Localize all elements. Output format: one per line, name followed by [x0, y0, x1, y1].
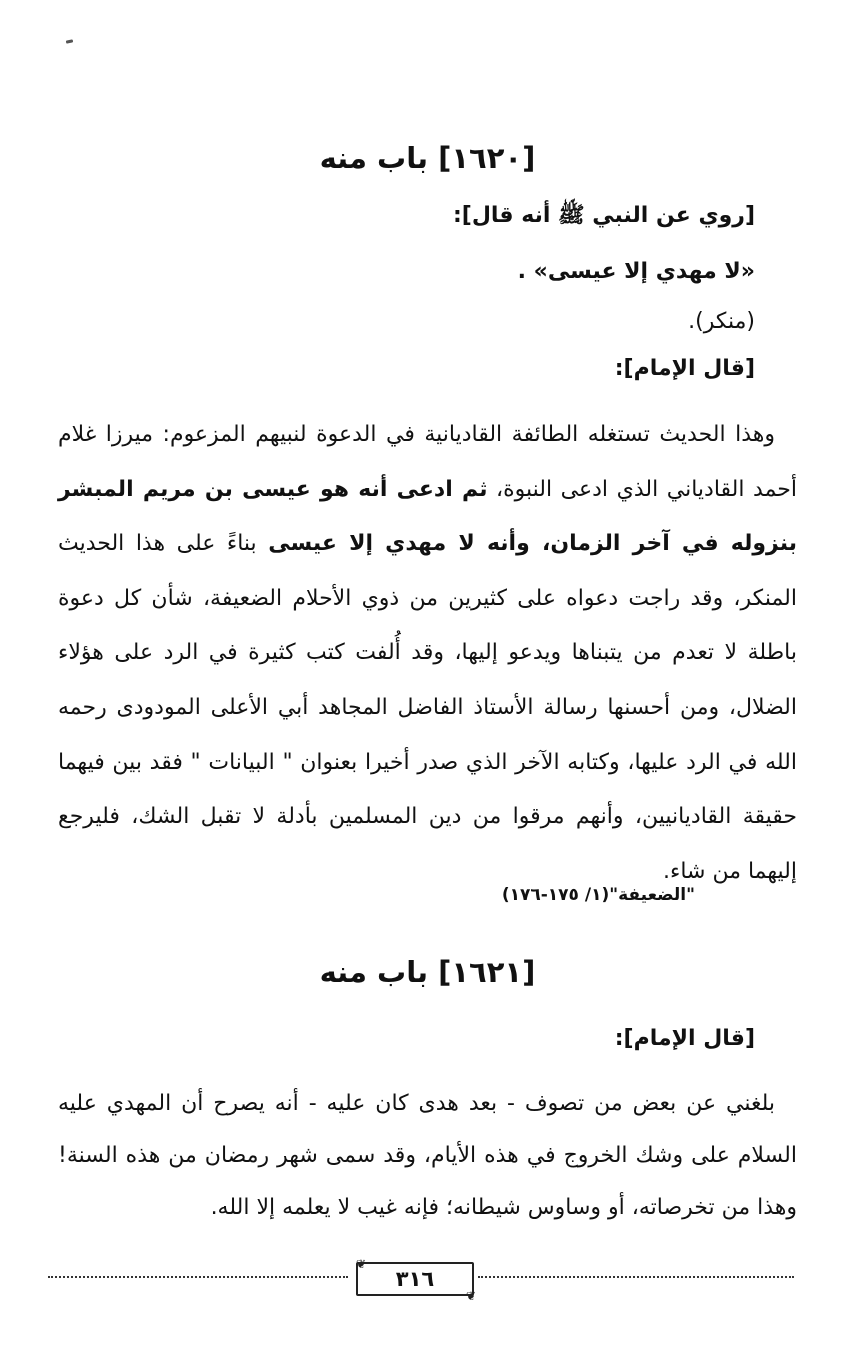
footer-rule-right	[478, 1276, 794, 1278]
commentary-text-2: بلغني عن بعض من تصوف - بعد هدى كان عليه - أنه يصرح أن المهدي عليه السلام على وشك الخروج في هذه الأيام، وقد سمى شهر رمضان من هذه السنة! وهذا من تخرصاته، أو وساوس شيطانه؛ فإنه غيب لا يعلمه إلا الله.	[58, 1091, 797, 1220]
commentary-text-start: وهذا الحديث تستغله الطائفة القاديانية في الدعوة لنبيهم المزعوم: ميرزا غلام أحمد القادياني الذي ادعى النبوة،	[58, 422, 797, 502]
section-title-1621: [١٦٢١] باب منه	[319, 955, 536, 989]
commentary-paragraph-1	[58, 408, 797, 899]
stray-ink-mark	[66, 39, 73, 43]
hadith-text: «لا مهدي إلا عيسى» .	[517, 259, 755, 284]
imam-heading-2: [قال الإمام]:	[614, 1026, 755, 1051]
ornament-icon: ❦	[356, 1257, 367, 1271]
imam-heading-1: [قال الإمام]:	[614, 356, 755, 381]
section-title-1620: [١٦٢٠] باب منه	[319, 141, 536, 175]
page-footer	[48, 1257, 794, 1303]
hadith-grade: (منكر).	[688, 309, 755, 334]
ornament-icon: ❦	[465, 1289, 476, 1303]
page-number-text: ٣١٦	[395, 1267, 435, 1291]
commentary-text-emphasis: ثم ادعى أنه هو عيسى بن مريم المبشر بنزوله في آخر الزمان، وأنه لا مهدي إلا عيسى	[58, 476, 797, 557]
source-reference: "الضعيفة"(١/ ١٧٥-١٧٦)	[501, 885, 695, 905]
footer-rule-left	[48, 1276, 348, 1278]
narration-intro: [روي عن النبي ﷺ أنه قال]:	[452, 203, 755, 228]
page-number	[356, 1257, 476, 1303]
commentary-paragraph-2	[58, 1078, 797, 1234]
commentary-text-end: بناءً على هذا الحديث المنكر، وقد راجت دعواه على كثيرين من ذوي الأحلام الضعيفة، شأن كل دعوة باطلة لا تعدم من يتبناها ويدعو إليها، وقد أُلفت كتب كثيرة في الرد على هؤلاء الضلال، ومن أحسنها رسالة الأستاذ الفاضل المجاهد أبي الأعلى المودودى رحمه الله في الرد عليها، وكتابه الآخر الذي صدر أخيرا بعنوان " البيانات " فقد بين فيهما حقيقة القاديانيين، وأنهم مرقوا من دين المسلمين بأدلة لا تقبل الشك، فليرجع إليهما من شاء.	[58, 531, 797, 884]
